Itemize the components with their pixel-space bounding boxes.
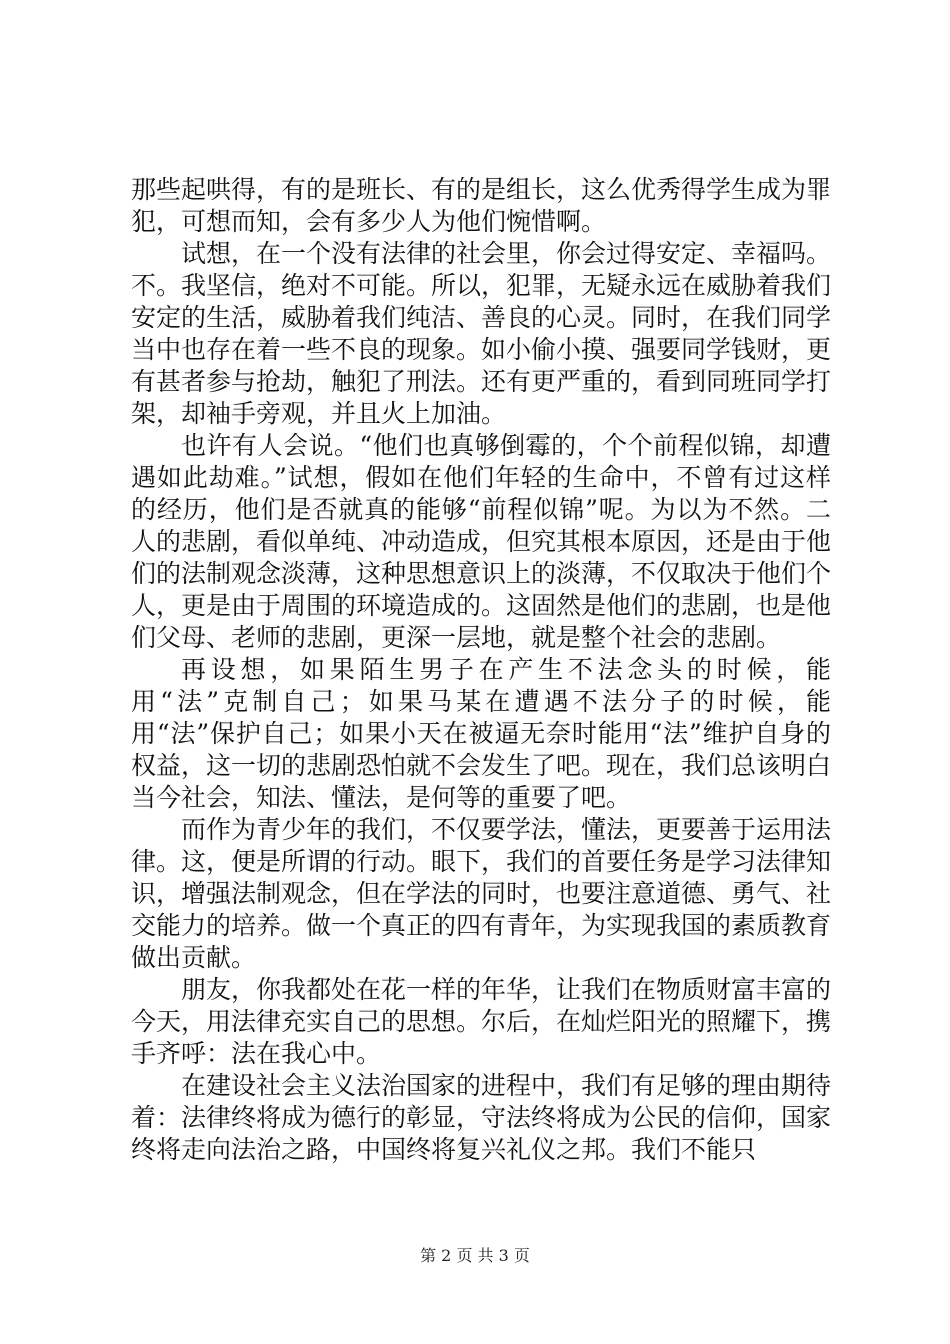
paragraph: 那些起哄得，有的是班长、有的是组长，这么优秀得学生成为罪犯，可想而知，会有多少人为他们惋惜啊。 (131, 175, 832, 236)
paragraph: 试想，在一个没有法律的社会里，你会过得安定、幸福吗。不。我坚信，绝对不可能。所以，犯罪，无疑永远在威胁着我们安定的生活，威胁着我们纯洁、善良的心灵。同时，在我们同学当中也存在着一些不良的现象。如小偷小摸、强要同学钱财，更有甚者参与抢劫，触犯了刑法。还有更严重的，看到同班同学打架，却袖手旁观，并且火上加油。 (131, 239, 832, 428)
paragraph: 而作为青少年的我们，不仅要学法，懂法，更要善于运用法律。这，便是所谓的行动。眼下，我们的首要任务是学习法律知识，增强法制观念，但在学法的同时，也要注意道德、勇气、社交能力的培养。做一个真正的四有青年，为实现我国的素质教育做出贡献。 (131, 815, 832, 972)
paragraph: 朋友，你我都处在花一样的年华，让我们在物质财富丰富的今天，用法律充实自己的思想。尔后，在灿烂阳光的照耀下，携手齐呼：法在我心中。 (131, 975, 832, 1068)
paragraph: 也许有人会说。“他们也真够倒霉的，个个前程似锦，却遭遇如此劫难。”试想，假如在他们年轻的生命中，不曾有过这样的经历，他们是否就真的能够“前程似锦”呢。为以为不然。二人的悲剧，看似单纯、冲动造成，但究其根本原因，还是由于他们的法制观念淡薄，这种思想意识上的淡薄，不仅取决于他们个人，更是由于周围的环境造成的。这固然是他们的悲剧，也是他们父母、老师的悲剧，更深一层地，就是整个社会的悲剧。 (131, 431, 832, 652)
paragraph: 再设想，如果陌生男子在产生不法念头的时候，能用“法”克制自己；如果马某在遭遇不法分子的时候，能用“法”保护自己；如果小天在被逼无奈时能用“法”维护自身的权益，这一切的悲剧恐怕就不会发生了吧。现在，我们总该明白当今社会，知法、懂法，是何等的重要了吧。 (131, 655, 832, 812)
paragraph: 在建设社会主义法治国家的进程中，我们有足够的理由期待着：法律终将成为德行的彰显，守法终将成为公民的信仰，国家终将走向法治之路，中国终将复兴礼仪之邦。我们不能只 (131, 1071, 832, 1164)
document-body (131, 174, 831, 1166)
page-number-footer: 第 2 页 共 3 页 (420, 1246, 530, 1265)
